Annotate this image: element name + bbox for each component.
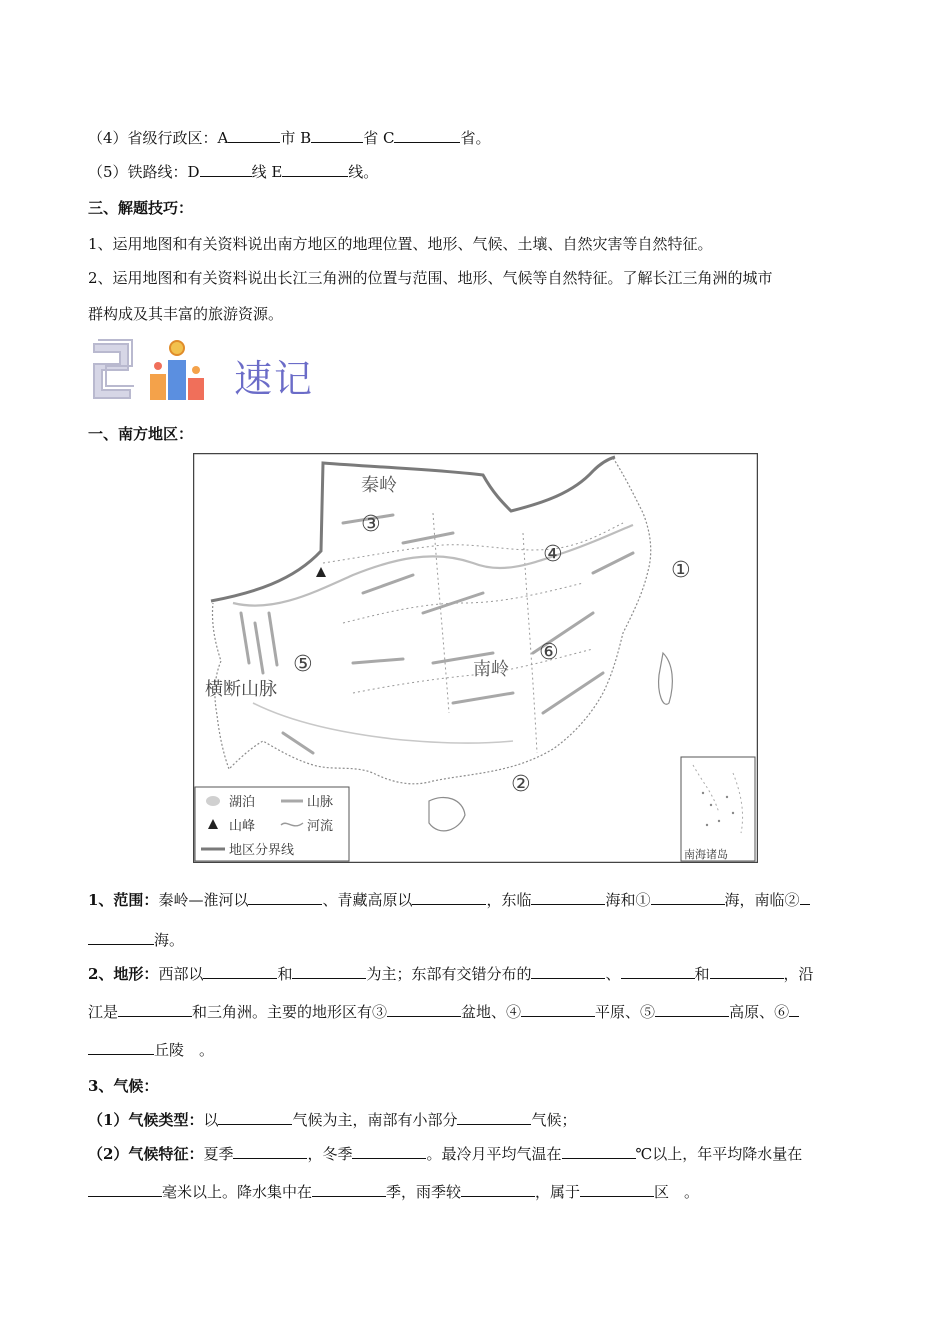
text: 丘陵 。 — [154, 1041, 215, 1059]
text: 线。 — [348, 163, 379, 181]
text: ，属于 — [535, 1183, 581, 1201]
text: 海，南临② — [724, 891, 800, 909]
text: 、 — [605, 965, 621, 983]
south-china-map — [193, 453, 758, 863]
text: 气候； — [531, 1111, 577, 1129]
text: 、青藏高原以 — [322, 891, 413, 909]
text: ℃以上，年平均降水量在 — [635, 1145, 803, 1163]
blank[interactable] — [292, 964, 366, 979]
question-3-heading: 3、气候： — [88, 1077, 159, 1095]
blank-a[interactable] — [228, 128, 280, 143]
text: 。最冷月平均气温在 — [426, 1145, 562, 1163]
text: ，沿 — [783, 965, 814, 983]
text: （4）省级行政区：A — [88, 129, 229, 147]
text: 海和① — [605, 891, 651, 909]
label-circle-3: ③ — [361, 512, 381, 537]
text: 盆地、④ — [461, 1003, 522, 1021]
text: 线 E — [251, 163, 283, 181]
text: （1）气候类型： — [88, 1111, 204, 1129]
question-1-line — [88, 890, 810, 910]
legend-mountain-range: 山脉 — [307, 795, 334, 810]
blank[interactable] — [621, 964, 695, 979]
text: ，东临 — [486, 891, 532, 909]
blank-d[interactable] — [200, 162, 252, 177]
text: 季，雨季较 — [386, 1183, 462, 1201]
banner-title: 速记 — [234, 357, 315, 401]
map-legend — [195, 787, 349, 861]
legend-lake: 湖泊 — [229, 795, 256, 810]
text: 1、范围： — [88, 891, 159, 909]
tip-2: 2、运用地图和有关资料说出长江三角洲的位置与范围、地形、气候等自然特征。了解长江三角洲的城市 — [88, 269, 773, 287]
legend-peak: 山峰 — [229, 819, 256, 834]
inset-label: 南海诸岛 — [684, 848, 728, 861]
label-circle-6: ⑥ — [539, 640, 559, 665]
question-5-line — [88, 162, 378, 182]
blank[interactable] — [710, 964, 784, 979]
legend-boundary: 地区分界线 — [229, 843, 295, 858]
tip-1: 1、运用地图和有关资料说出南方地区的地理位置、地形、气候、土壤、自然灾害等自然特征。 — [88, 235, 713, 253]
question-4-line — [88, 128, 490, 148]
south-china-sea-inset — [681, 757, 755, 861]
blank[interactable] — [312, 1182, 386, 1197]
legend-river: 河流 — [307, 819, 334, 834]
text: 夏季 — [203, 1145, 234, 1163]
label-circle-5: ⑤ — [293, 652, 313, 677]
question-3-part-2 — [88, 1144, 802, 1164]
label-hengduan: 横断山脉 — [205, 679, 277, 700]
blank[interactable] — [457, 1110, 531, 1125]
blank[interactable] — [352, 1144, 426, 1159]
text: 以 — [203, 1111, 219, 1129]
trophy-podium-icon — [146, 338, 210, 402]
question-3-part-2-line-2 — [88, 1182, 699, 1202]
section-heading-south: 一、南方地区： — [88, 425, 194, 443]
text: 平原、⑤ — [595, 1003, 656, 1021]
blank[interactable] — [118, 1002, 192, 1017]
blank[interactable] — [655, 1002, 729, 1017]
text: 区 。 — [654, 1183, 700, 1201]
tip-2-continued: 群构成及其丰富的旅游资源。 — [88, 305, 284, 323]
question-2-line — [88, 964, 814, 984]
quick-notes-banner — [88, 336, 328, 404]
lake-icon — [206, 796, 220, 806]
text: 市 B — [280, 129, 312, 147]
blank[interactable] — [562, 1144, 636, 1159]
blank[interactable] — [88, 930, 154, 945]
label-qinling: 秦岭 — [361, 475, 397, 496]
text: 气候为主，南部有小部分 — [292, 1111, 458, 1129]
text: 高原、⑥ — [729, 1003, 790, 1021]
text: 和 — [694, 965, 710, 983]
blank[interactable] — [88, 1182, 162, 1197]
section-heading-tips: 三、解题技巧： — [88, 199, 194, 217]
blank[interactable] — [461, 1182, 535, 1197]
blank[interactable] — [88, 1040, 154, 1055]
label-circle-2: ② — [511, 772, 531, 797]
label-circle-4: ④ — [543, 542, 563, 567]
text: 省。 — [460, 129, 491, 147]
label-circle-1: ① — [671, 558, 691, 583]
text: 和三角洲。主要的地形区有③ — [192, 1003, 388, 1021]
blank[interactable] — [248, 890, 322, 905]
text: （2）气候特征： — [88, 1145, 204, 1163]
blank-e[interactable] — [282, 162, 348, 177]
number-2-icon — [88, 338, 138, 402]
text: ，冬季 — [307, 1145, 353, 1163]
question-2-line-3 — [88, 1040, 214, 1060]
blank[interactable] — [531, 964, 605, 979]
question-1-line-2 — [88, 930, 184, 950]
blank[interactable] — [387, 1002, 461, 1017]
text: 江是 — [88, 1003, 119, 1021]
blank-b[interactable] — [311, 128, 363, 143]
blank[interactable] — [233, 1144, 307, 1159]
text: （5）铁路线：D — [88, 163, 200, 181]
blank[interactable] — [521, 1002, 595, 1017]
text: 省 C — [363, 129, 395, 147]
blank[interactable] — [651, 890, 725, 905]
label-nanling: 南岭 — [473, 659, 509, 680]
blank[interactable] — [531, 890, 605, 905]
text: 秦岭—淮河以 — [158, 891, 249, 909]
text: 2、地形： — [88, 965, 159, 983]
question-3-part-1 — [88, 1110, 577, 1130]
text: 为主；东部有交错分布的 — [366, 965, 532, 983]
text: 和 — [277, 965, 293, 983]
blank[interactable] — [412, 890, 486, 905]
blank[interactable] — [203, 964, 277, 979]
blank-c[interactable] — [394, 128, 460, 143]
blank[interactable] — [218, 1110, 292, 1125]
text: 西部以 — [158, 965, 204, 983]
text: 海。 — [154, 931, 185, 949]
blank[interactable] — [580, 1182, 654, 1197]
question-2-line-2 — [88, 1002, 799, 1022]
blank[interactable] — [789, 1002, 799, 1017]
blank[interactable] — [800, 890, 810, 905]
text: 毫米以上。降水集中在 — [162, 1183, 313, 1201]
